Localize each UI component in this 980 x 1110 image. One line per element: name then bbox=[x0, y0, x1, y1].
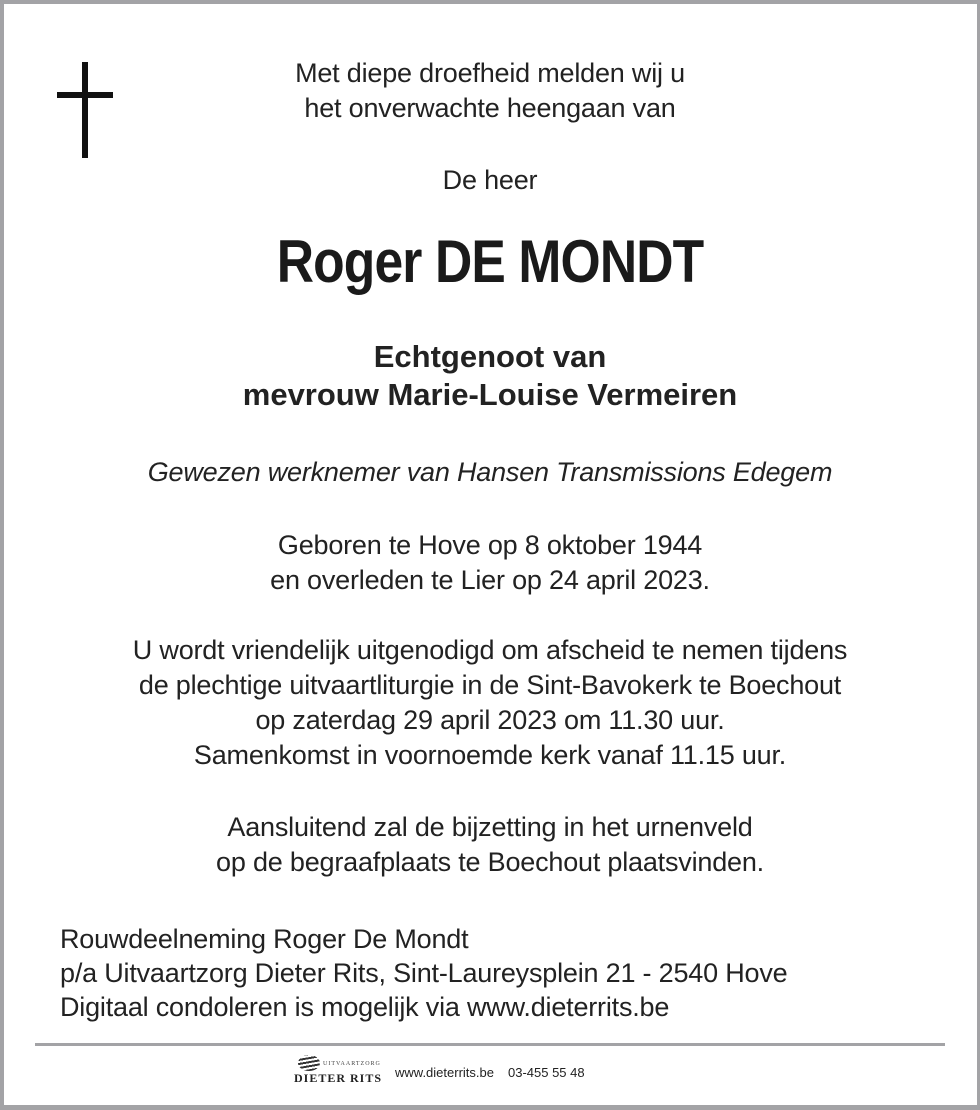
footer-website[interactable]: www.dieterrits.be bbox=[395, 1064, 494, 1080]
invitation-line: Samenkomst in voornoemde kerk vanaf 11.15 uur. bbox=[193, 740, 787, 770]
death-line: en overleden te Lier op 24 april 2023. bbox=[270, 565, 710, 595]
invitation-line: de plechtige uitvaartliturgie in de Sint-Bavokerk te Boechout bbox=[138, 670, 842, 700]
footer-divider bbox=[35, 1043, 945, 1046]
spouse-line: mevrouw Marie-Louise Vermeiren bbox=[242, 377, 738, 412]
burial-line: op de begraafplaats te Boechout plaatsvinden. bbox=[216, 847, 764, 877]
birth-line: Geboren te Hove op 8 oktober 1944 bbox=[277, 530, 703, 560]
contact-block bbox=[60, 922, 787, 1024]
logo-big-text: DIETER RITS bbox=[294, 1071, 383, 1085]
intro-line: het onverwachte heengaan van bbox=[304, 93, 676, 123]
intro-text bbox=[0, 56, 980, 126]
footer bbox=[290, 1052, 585, 1092]
contact-address: p/a Uitvaartzorg Dieter Rits, Sint-Laureysplein 21 - 2540 Hove bbox=[60, 958, 788, 988]
burial-line: Aansluitend zal de bijzetting in het urnenveld bbox=[227, 812, 753, 842]
invitation-line: U wordt vriendelijk uitgenodigd om afscheid te nemen tijdens bbox=[132, 635, 848, 665]
contact-line: Rouwdeelneming Roger De Mondt bbox=[60, 924, 469, 954]
footer-phone: 03-455 55 48 bbox=[507, 1064, 585, 1080]
logo-mark-icon bbox=[298, 1055, 320, 1071]
invitation-text bbox=[0, 633, 980, 773]
invitation-line: op zaterdag 29 april 2023 om 11.30 uur. bbox=[255, 705, 725, 735]
intro-line: Met diepe droefheid melden wij u bbox=[295, 58, 685, 88]
spouse-line: Echtgenoot van bbox=[373, 339, 607, 374]
deceased-name: Roger DE MONDT bbox=[276, 228, 704, 295]
dates-text bbox=[0, 528, 980, 598]
logo-small-text: UITVAARTZORG bbox=[323, 1061, 381, 1067]
funeral-home-logo bbox=[290, 1055, 385, 1089]
spouse-text bbox=[0, 338, 980, 414]
burial-text bbox=[0, 810, 980, 880]
title-prefix: De heer bbox=[442, 165, 538, 195]
occupation-text: Gewezen werknemer van Hansen Transmissions Edegem bbox=[147, 457, 833, 487]
contact-condolence: Digitaal condoleren is mogelijk via www.dieterrits.be bbox=[60, 992, 670, 1022]
